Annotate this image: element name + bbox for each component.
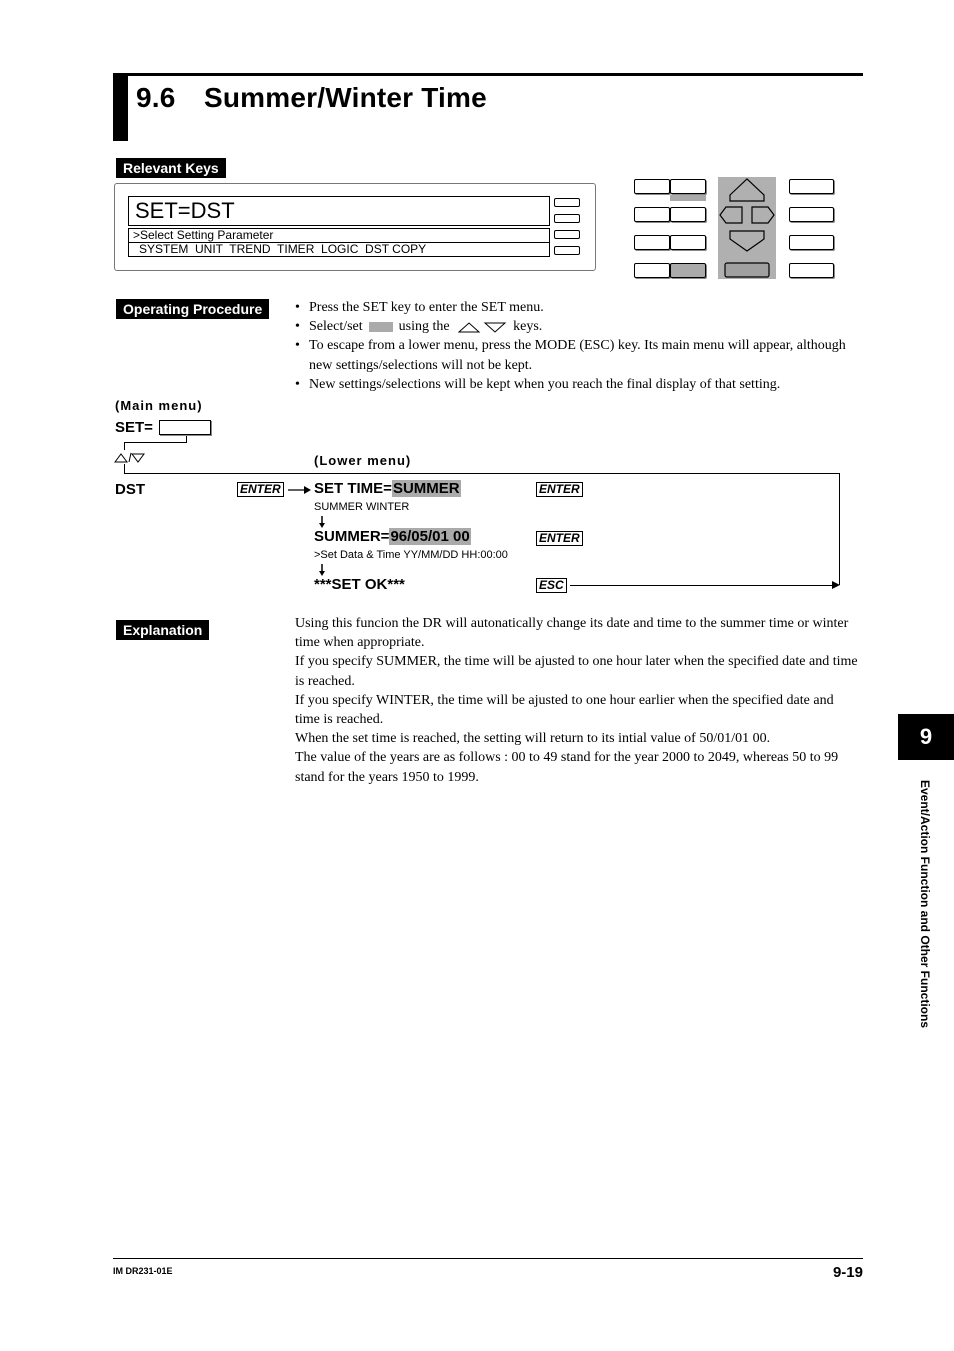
list-item-text: keys. [513, 319, 543, 335]
right-arrow-key-icon [752, 207, 774, 223]
keypad-key [789, 179, 834, 194]
keypad-key [670, 235, 706, 250]
explanation-paragraph: When the set time is reached, the setting will return to its intial value of 50/01/01 00. [295, 731, 771, 747]
keypad-key [789, 235, 834, 250]
set-time-value: SUMMER [392, 480, 460, 497]
title-rule [128, 73, 863, 76]
enter-tag: ENTER [536, 482, 583, 497]
keypad-key-indicator [670, 195, 706, 201]
footer-doc-id: IM DR231-01E [113, 1266, 173, 1276]
set-time-options: SUMMER WINTER [314, 501, 410, 513]
set-label: SET= [115, 419, 153, 436]
up-down-keys-icon [114, 451, 146, 463]
set-value-box [159, 420, 211, 435]
set-time-prefix: SET TIME= [314, 480, 392, 497]
lower-menu-label: (Lower menu) [314, 453, 412, 468]
explanation-paragraph: Using this funcion the DR will autonatically change its date and time to the summer time or winter time when appropriate. [295, 616, 849, 651]
operating-procedure-label: Operating Procedure [116, 299, 269, 319]
footer-rule [113, 1258, 863, 1259]
list-item-text: using the [398, 319, 450, 335]
keypad-key [634, 207, 670, 222]
display-main-line: SET=DST [128, 196, 550, 226]
main-menu-label: (Main menu) [115, 398, 203, 413]
highlight-swatch [369, 322, 393, 332]
keypad-key [634, 179, 670, 194]
connector [124, 442, 125, 450]
panel-side-key [554, 230, 580, 239]
panel-side-key [554, 214, 580, 223]
summer-hint: >Set Data & Time YY/MM/DD HH:00:00 [314, 549, 508, 561]
explanation-paragraph: The value of the years are as follows : 00 to 49 stand for the year 2000 to 2049, whereas 50 to 99 stand for the years 1950 to 1999. [295, 750, 839, 785]
footer-page-number: 9-19 [832, 1264, 863, 1281]
display-options: SYSTEM UNIT TREND TIMER LOGIC DST COPY [129, 242, 549, 256]
list-item [295, 317, 855, 336]
left-arrow-key-icon [720, 207, 742, 223]
arrow-right-icon [832, 580, 842, 590]
set-time-line [314, 480, 461, 497]
keypad-key [670, 179, 706, 194]
keypad-key [789, 263, 834, 278]
explanation-paragraph: If you specify SUMMER, the time will be ajusted to one hour later when the specified date and time is reached. [295, 654, 858, 689]
explanation-label: Explanation [116, 620, 209, 640]
keypad-key [670, 207, 706, 222]
arrow-down-icon [318, 564, 326, 576]
list-item: • New settings/selections will be kept when you reach the final display of that setting. [295, 375, 855, 394]
relevant-keys-label: Relevant Keys [116, 158, 226, 178]
panel-side-key [554, 198, 580, 207]
arrow-keypad [718, 177, 776, 279]
title-bar [113, 73, 128, 141]
set-key [670, 263, 706, 278]
display-sub-lines [128, 228, 550, 257]
dst-item: DST [115, 481, 145, 498]
summer-value: 96/05/01 00 [390, 528, 470, 545]
keypad-key [789, 207, 834, 222]
return-line [839, 473, 840, 585]
display-prompt: >Select Setting Parameter [133, 228, 274, 242]
down-arrow-key-icon [730, 231, 764, 251]
keypad-key [634, 235, 670, 250]
esc-tag: ESC [536, 578, 567, 593]
chapter-side-title: Event/Action Function and Other Functions [918, 780, 932, 1028]
summer-line [314, 528, 471, 545]
explanation-text [295, 614, 860, 787]
enter-tag: ENTER [237, 482, 284, 497]
up-down-keys-icon [457, 320, 509, 334]
section-number: 9.6 [136, 82, 176, 113]
set-ok-line: ***SET OK*** [314, 576, 405, 593]
arrow-down-icon [318, 516, 326, 528]
list-item: • Press the SET key to enter the SET menu. [295, 298, 855, 317]
connector [124, 442, 187, 443]
arrow-right-icon [288, 485, 312, 495]
keypad-key [634, 263, 670, 278]
return-line [124, 473, 840, 474]
page-title [136, 82, 487, 114]
procedure-list [295, 298, 855, 394]
up-arrow-key-icon [730, 179, 764, 201]
panel-side-key [554, 246, 580, 255]
summer-prefix: SUMMER= [314, 528, 390, 545]
chapter-tab: 9 [898, 714, 954, 760]
list-item-text: Select/set [309, 319, 363, 335]
enter-tag: ENTER [536, 531, 583, 546]
list-item: • To escape from a lower menu, press the MODE (ESC) key. Its main menu will appear, although new settings/selections will not be kept. [295, 336, 855, 374]
explanation-paragraph: If you specify WINTER, the time will be ajusted to one hour earlier when the specified date and time is reached. [295, 692, 834, 728]
return-line [570, 585, 836, 586]
section-title: Summer/Winter Time [204, 82, 487, 113]
